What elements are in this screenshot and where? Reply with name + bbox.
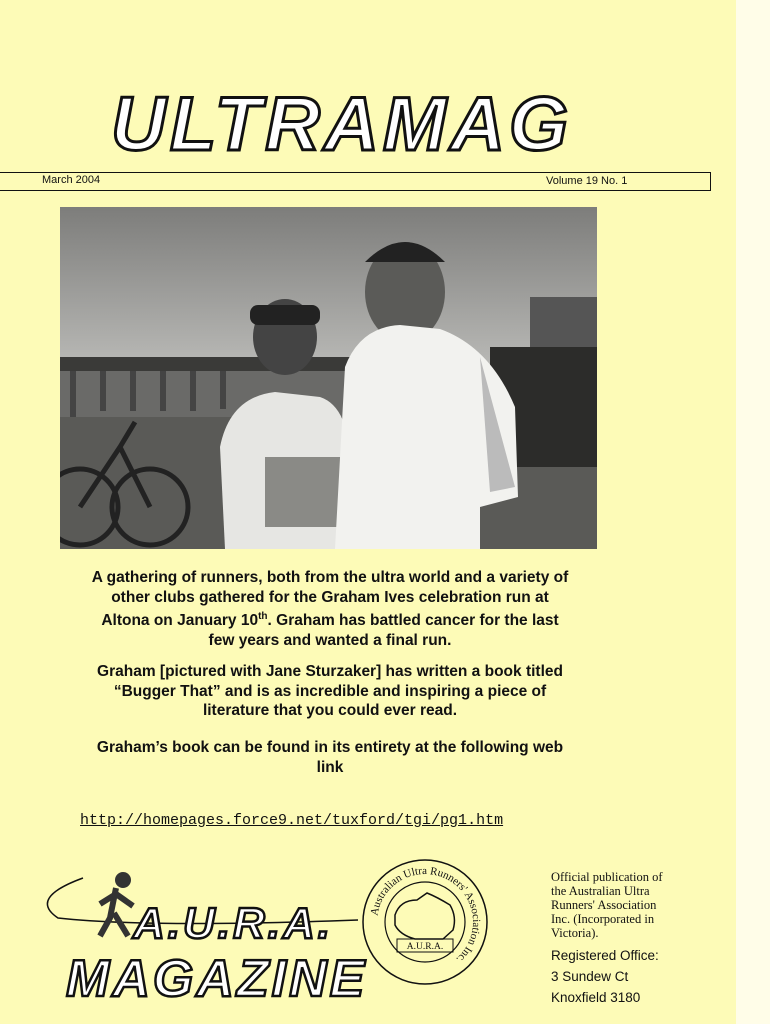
ordinal-suffix: th: [258, 611, 268, 622]
caption-line: Graham’s book can be found in its entirety at the following web: [96, 739, 564, 756]
aura-magazine-logo: [28, 858, 373, 1008]
office-line: Registered Office:: [551, 948, 659, 963]
caption-line: link: [316, 758, 344, 776]
info-line: the Australian Ultra: [551, 884, 650, 898]
info-line: Inc. (Incorporated in: [551, 912, 655, 926]
magazine-logo-text: MAGAZINE: [66, 950, 368, 1008]
caption-line: literature that you could ever read.: [202, 702, 458, 719]
masthead-title: ULTRAMAG: [111, 82, 573, 167]
office-line: Knoxfield 3180: [551, 990, 641, 1005]
runner-icon: [100, 872, 133, 936]
info-line: Runners' Association: [551, 898, 657, 912]
caption-text: Altona on January 10: [101, 612, 259, 630]
seal-ring-text-path: Australian Ultra Runners' Association Inc.: [368, 864, 483, 966]
page-edge: [736, 0, 770, 1024]
office-line: 3 Sundew Ct: [551, 969, 629, 984]
caption-paragraph-1: [40, 568, 620, 650]
caption-text: . Graham has battled cancer for the last: [267, 612, 559, 630]
association-seal: [355, 855, 495, 990]
caption-line: [40, 607, 620, 631]
caption-line: other clubs gathered for the Graham Ives celebration run at: [111, 588, 549, 606]
publication-info: [551, 870, 691, 940]
registered-office: [551, 945, 721, 1008]
seal-center-text: A.U.R.A.: [406, 942, 444, 952]
cover-photo: [60, 207, 597, 549]
caption-line: “Bugger That” and is as incredible and inspiring a piece of: [113, 682, 547, 700]
aura-logo-text: A.U.R.A.: [133, 899, 333, 948]
caption-line: few years and wanted a final run.: [208, 631, 452, 649]
info-line: Victoria).: [551, 926, 599, 940]
issue-bar: [0, 172, 711, 191]
book-link[interactable]: http://homepages.force9.net/tuxford/tgi/pg1.htm: [80, 812, 504, 829]
info-line: Official publication of: [551, 870, 663, 884]
masthead-logo: [105, 78, 615, 168]
australia-map-icon: [395, 893, 454, 939]
caption-line: A gathering of runners, both from the ultra world and a variety of: [91, 569, 569, 586]
caption-paragraph-3: [40, 738, 620, 777]
issue-volume: Volume 19 No. 1: [546, 175, 628, 187]
caption-paragraph-2: [40, 662, 620, 721]
caption-line: Graham [pictured with Jane Sturzaker] has written a book titled: [97, 663, 563, 680]
issue-date: March 2004: [42, 174, 101, 186]
